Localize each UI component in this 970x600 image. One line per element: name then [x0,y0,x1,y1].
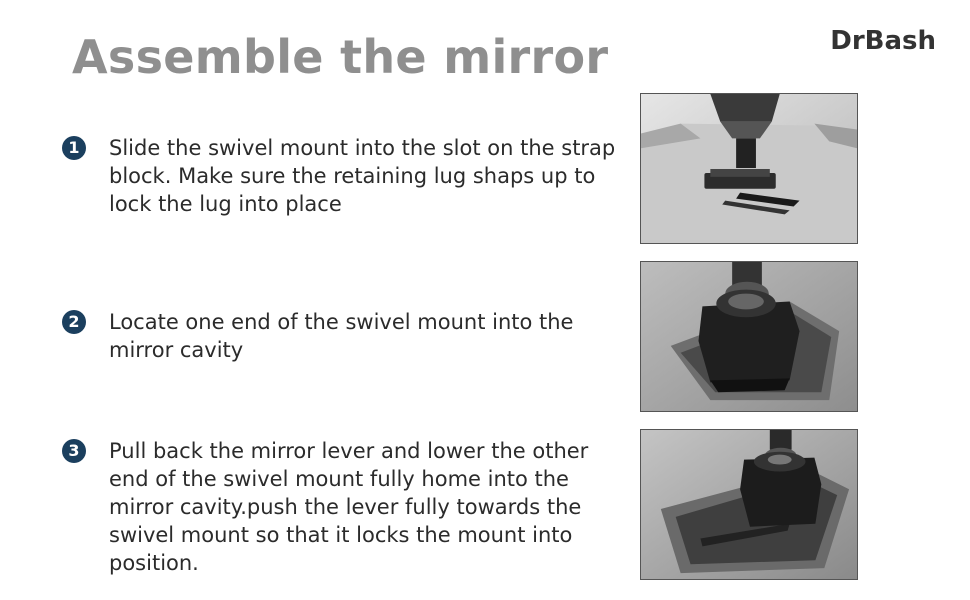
page-title: Assemble the mirror [72,30,609,84]
step-instruction: Locate one end of the swivel mount into the mirror cavity [109,310,574,362]
step-instruction: Pull back the mirror lever and lower the other end of the swivel mount fully home into the mirror cavity.push the lever fully towards the swivel mount so that it locks the mount into position. [109,439,589,575]
step-number-badge: 1 [62,136,86,160]
step-number-badge: 2 [62,310,86,334]
brand-logo: DrBash [830,26,936,56]
step-2-photo [640,261,858,412]
step-number-badge: 3 [62,439,86,463]
step-1-photo [640,93,858,244]
step-3-photo [640,429,858,580]
step-instruction: Slide the swivel mount into the slot on the strap block. Make sure the retaining lug shaps up to lock the lug into place [109,136,616,216]
